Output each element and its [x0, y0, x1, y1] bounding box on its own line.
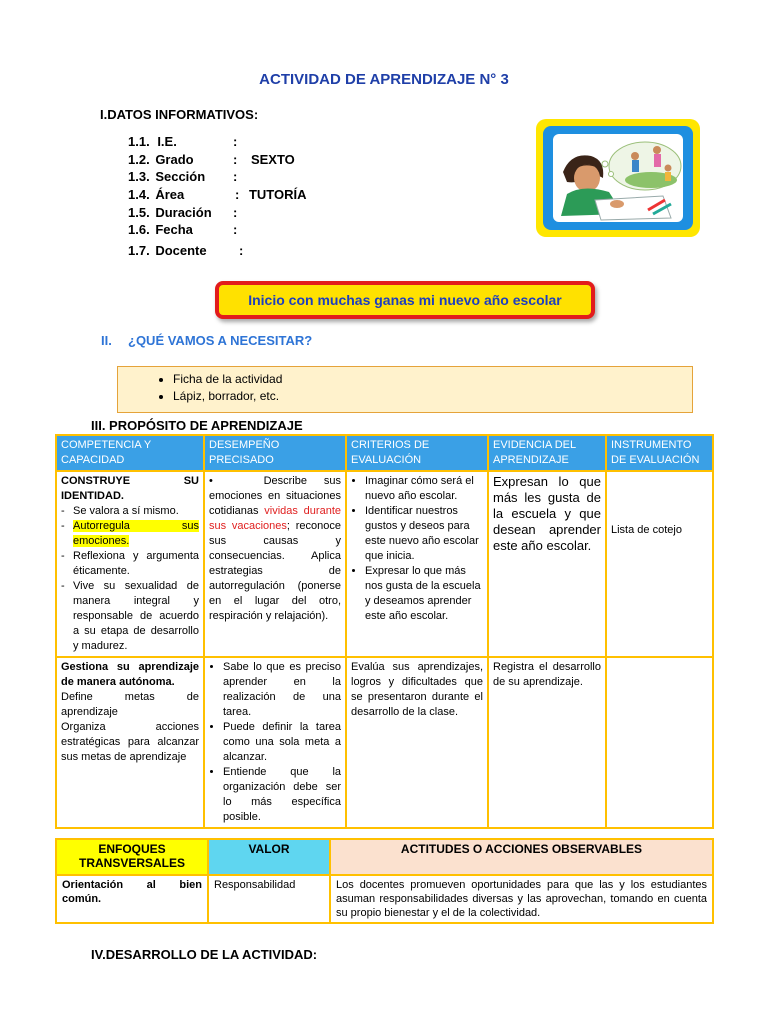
materials-box [117, 366, 693, 413]
desempeno-text-cont: ; reconoce sus causas y consecuencias. Aplica estrategias de autorregulación (ponerse en el lugar del otro, respiración y relajación). [209, 520, 341, 622]
info-label: Grado [155, 152, 194, 167]
col-header: ENFOQUES TRANSVERSALES [56, 839, 208, 875]
info-row-grado: 1.2. Grado : SEXTO [128, 152, 295, 167]
valor-cell: Responsabilidad [208, 875, 330, 923]
materials-item: • Lápiz, borrador, etc. [173, 388, 692, 405]
table-row [56, 471, 713, 657]
info-row-area: 1.4. Área : TUTORÍA [128, 187, 307, 202]
info-num: 1.4. [128, 187, 150, 202]
section1-heading: I.DATOS INFORMATIVOS: [100, 107, 259, 122]
col-header: COMPETENCIA Y CAPACIDAD [56, 435, 204, 471]
capacidad-line: Organiza acciones estratégicas para alcanzar sus metas de aprendizaje [61, 721, 199, 763]
enfoques-header-row [56, 839, 713, 875]
materials-item: • Ficha de la actividad [173, 371, 692, 388]
info-num: 1.1. [128, 134, 150, 149]
desempeno-item: • Sabe lo que es preciso aprender en la realización de una tarea. [223, 660, 341, 720]
competencia-title: Gestiona su aprendizaje de manera autónoma. [61, 661, 199, 688]
student-writing-illustration [553, 134, 683, 222]
col-header: EVIDENCIA DEL APRENDIZAJE [488, 435, 606, 471]
competencia-title: CONSTRUYE SU IDENTIDAD. [61, 475, 199, 502]
info-label: Docente [155, 243, 207, 258]
evidencia-cell: Expresan lo que más les gusta de la escuela y que desean aprender este año escolar. [488, 471, 606, 657]
col-header: VALOR [208, 839, 330, 875]
enfoque-cell: Orientación al bien común. [56, 875, 208, 923]
actitudes-cell: Los docentes promueven oportunidades para que las y los estudiantes asuman responsabilidades diversas y las aprovechan, tomando en cuenta su propio bienestar y el de la colectividad. [330, 875, 713, 923]
enfoques-table [55, 838, 714, 924]
desempeno-highlight: vividas durante sus vacaciones [209, 505, 341, 532]
info-row-fecha: 1.6. Fecha : [128, 222, 238, 237]
criterio-item: • Imaginar cómo será el nuevo año escolar. [365, 474, 483, 504]
info-num: 1.2. [128, 152, 150, 167]
section2-number: II. [101, 333, 112, 348]
info-row-duracion: 1.5. Duración : [128, 205, 238, 220]
criterios-cell: Evalúa sus aprendizajes, logros y dificultades que se presentaron durante el desarrollo de la clase. [346, 657, 488, 828]
capacidad-item: - Se valora a sí mismo. [61, 504, 199, 519]
purpose-table [55, 434, 714, 829]
criterio-item: • Expresar lo que más nos gusta de la escuela y deseamos aprender este año escolar. [365, 564, 483, 624]
desempeno-item: • Puede definir la tarea como una sola meta a alcanzar. [223, 720, 341, 765]
competencia-cell [56, 471, 204, 657]
evidencia-cell: Registra el desarrollo de su aprendizaje. [488, 657, 606, 828]
table-row [56, 657, 713, 828]
info-label: Duración [155, 205, 212, 220]
info-label: I.E. [157, 134, 177, 149]
capacidad-item: - Autorregula sus emociones. [61, 519, 199, 549]
col-header: ACTITUDES O ACCIONES OBSERVABLES [330, 839, 713, 875]
instrumento-cell: Lista de cotejo [606, 471, 713, 657]
capacidad-line: Define metas de aprendizaje [61, 691, 199, 718]
table-row [56, 875, 713, 923]
desempeno-cell [204, 657, 346, 828]
info-value: SEXTO [250, 152, 295, 167]
info-value: TUTORÍA [248, 187, 307, 202]
info-label: Área [155, 187, 185, 202]
desempeno-item: • Entiende que la organización debe ser lo más específica posible. [223, 765, 341, 825]
section3-heading: III. PROPÓSITO DE APRENDIZAJE [91, 418, 303, 433]
capacidad-item: - Vive su sexualidad de manera integral y responsable de acuerdo a su etapa de desarrollo y madurez. [61, 579, 199, 654]
page-title: ACTIVIDAD DE APRENDIZAJE N° 3 [259, 71, 509, 88]
col-header: DESEMPEÑO PRECISADO [204, 435, 346, 471]
illustration-frame [536, 119, 700, 237]
section2-heading: ¿QUÉ VAMOS A NECESITAR? [128, 333, 313, 348]
info-num: 1.7. [128, 243, 150, 258]
capacidad-item: - Reflexiona y argumenta éticamente. [61, 549, 199, 579]
criterios-cell [346, 471, 488, 657]
info-num: 1.6. [128, 222, 150, 237]
info-row-ie: 1.1. I.E. : [128, 134, 238, 149]
activity-banner: Inicio con muchas ganas mi nuevo año escolar [215, 281, 595, 319]
desempeno-text: Describe sus emociones en situaciones cotidianas [209, 475, 341, 517]
competencia-cell [56, 657, 204, 828]
criterio-item: • Identificar nuestros gustos y deseos para este nuevo año escolar que inicia. [365, 504, 483, 564]
info-label: Fecha [155, 222, 193, 237]
info-num: 1.3. [128, 169, 150, 184]
col-header: INSTRUMENTO DE EVALUACIÓN [606, 435, 713, 471]
info-row-docente: 1.7. Docente : [128, 243, 244, 258]
info-num: 1.5. [128, 205, 150, 220]
info-label: Sección [155, 169, 206, 184]
purpose-header-row [56, 435, 713, 471]
instrumento-cell [606, 657, 713, 828]
desempeno-cell: • Describe sus emociones en situaciones cotidianas vividas durante sus vacaciones; reconoce sus causas y consecuencias. Aplica estrategias de autorregulación (ponerse en el lugar del otro, respiración y relajación). [204, 471, 346, 657]
section4-heading: IV.DESARROLLO DE LA ACTIVIDAD: [91, 947, 318, 962]
info-row-seccion: 1.3. Sección : [128, 169, 238, 184]
col-header: CRITERIOS DE EVALUACIÓN [346, 435, 488, 471]
